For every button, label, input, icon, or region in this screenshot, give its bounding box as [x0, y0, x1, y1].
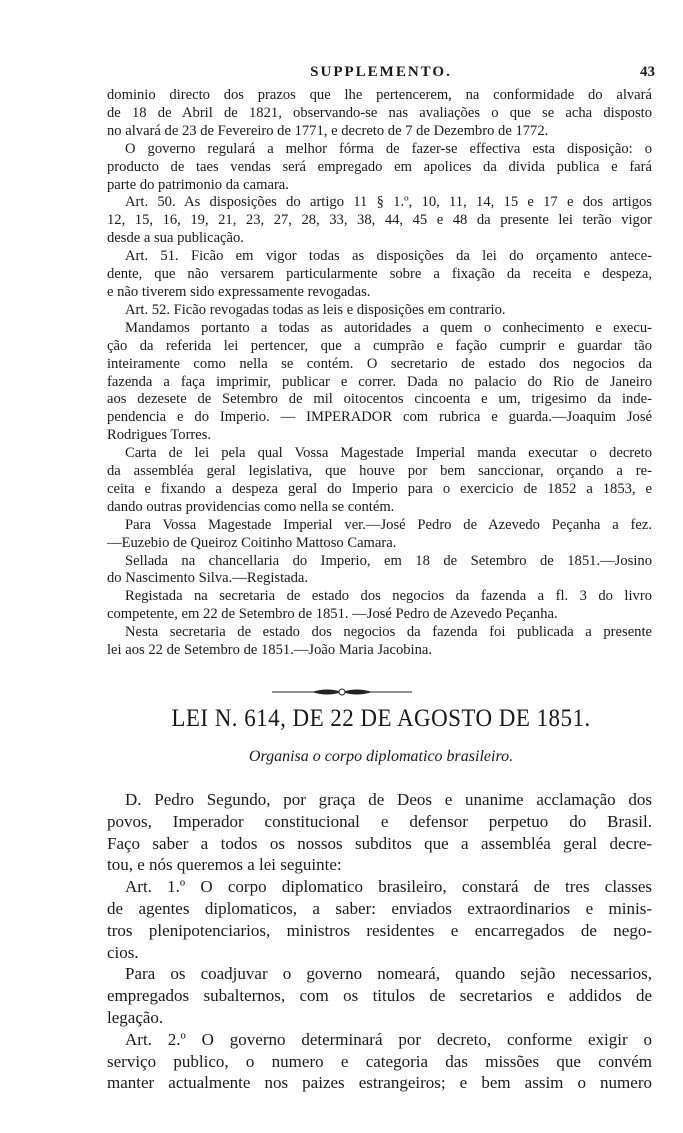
text-line: lei aos 22 de Setembro de 1851.—João Maria Jacobina. — [107, 642, 433, 659]
text-line: Art. 50. As disposições do artigo 11 § 1.º, 10, 11, 14, 15 e 17 e dos artigos — [125, 194, 652, 211]
ornament-icon — [272, 687, 412, 697]
text-line: povos, Imperador constitucional e defensor perpetuo do Brasil. — [107, 811, 652, 831]
law-title: LEI N. 614, DE 22 DE AGOSTO DE 1851. — [171, 705, 591, 732]
text-line: parte do patrimonio da camara. — [107, 176, 289, 193]
text-line: competente, em 22 de Setembro de 1851. —José Pedro de Azevedo Peçanha. — [107, 606, 558, 623]
page-header — [107, 64, 655, 86]
text-line: Art. 2.º O governo determinará por decreto, conforme exigir o — [125, 1029, 652, 1049]
text-line: Registada na secretaria de estado dos negocios da fazenda a fl. 3 do livro — [125, 588, 652, 605]
text-line: de 18 de Abril de 1821, observando-se nas avaliações o que se acha disposto — [107, 104, 652, 121]
page-number: 43 — [640, 64, 655, 80]
previous-law-text — [107, 87, 652, 660]
text-line: fazenda a faça imprimir, publicar e correr. Dada no palacio do Rio de Janeiro — [107, 373, 652, 390]
text-line: D. Pedro Segundo, por graça de Deos e unanime acclamação dos — [125, 790, 652, 809]
ornamental-divider — [0, 684, 683, 702]
text-line: —Euzebio de Queiroz Coitinho Mattoso Camara. — [107, 534, 397, 551]
text-line: Para os coadjuvar o governo nomeará, quando sejão necessarios, — [125, 964, 652, 984]
text-line: inteiramente como nella se contém. O secretario de estado dos negocios da — [107, 355, 652, 372]
text-line: legação. — [107, 1007, 164, 1027]
text-line: pendencia e do Imperio. — IMPERADOR com rubrica e guarda.—Joaquim José — [107, 409, 652, 426]
text-line: Art. 1.º O corpo diplomatico brasileiro, constará de tres classes — [125, 877, 652, 897]
text-line: Art. 51. Ficão em vigor todas as disposições da lei do orçamento antece- — [125, 248, 652, 265]
text-line: producto de taes vendas será empregado em apolices da divida publica e fará — [107, 158, 652, 175]
text-line: dando outras providencias como nella se contém. — [107, 498, 395, 515]
text-line: do Nascimento Silva.—Registada. — [107, 570, 309, 587]
text-line: de agentes diplomaticos, a saber: enviados extraordinarios e minis- — [107, 898, 652, 918]
text-line: dente, que não versarem particularmente sobre a fixação da receita e despeza, — [107, 266, 652, 283]
text-line: da assembléa geral legislativa, que houve por bem sanccionar, orçando a re- — [107, 463, 652, 480]
text-line: ção da referida lei pertencer, que a cumprão e fação cumprir e guardar tão — [107, 337, 652, 354]
law-614-text — [107, 789, 652, 1094]
text-line: desde a sua publicação. — [107, 230, 244, 247]
text-line: dominio directo dos prazos que lhe pertencerem, na conformidade do alvará — [107, 87, 652, 103]
text-line: Mandamos portanto a todas as autoridades a quem o conhecimento e execu- — [125, 319, 652, 336]
text-line: no alvará de 23 de Fevereiro de 1771, e decreto de 7 de Dezembro de 1772. — [107, 122, 549, 139]
text-line: tou, e nós queremos a lei seguinte: — [107, 855, 342, 875]
text-line: Sellada na chancellaria do Imperio, em 18 de Setembro de 1851.—Josino — [125, 552, 652, 569]
text-line: Nesta secretaria de estado dos negocios da fazenda foi publicada a presente — [125, 624, 652, 641]
text-line: Carta de lei pela qual Vossa Magestade Imperial manda executar o decreto — [125, 445, 652, 462]
text-line: manter actualmente nos paizes estrangeiros; e bem assim o numero — [107, 1073, 652, 1093]
text-line: e não tiverem sido expressamente revogadas. — [107, 283, 371, 300]
text-line: aos dezesete de Setembro de mil oitocentos cincoenta e um, trigesimo da inde- — [107, 391, 652, 408]
text-line: O governo regulará a melhor fórma de fazer-se effectiva esta disposição: o — [125, 140, 652, 157]
text-line: Para Vossa Magestade Imperial ver.—José Pedro de Azevedo Peçanha a fez. — [125, 516, 652, 533]
text-line: serviço publico, o numero e categoria das missões que convém — [107, 1051, 652, 1071]
law-subtitle: Organisa o corpo diplomatico brasileiro. — [248, 748, 514, 765]
text-line: empregados subalternos, com os titulos de secretarios e addidos de — [107, 986, 652, 1006]
running-title: SUPPLEMENTO. — [310, 64, 452, 80]
text-line: Art. 52. Ficão revogadas todas as leis e disposições em contrario. — [125, 301, 506, 318]
text-line: ceita e fixando a despeza geral do Imperio para o exercicio de 1852 a 1853, e — [107, 480, 652, 497]
text-line: 12, 15, 16, 19, 21, 23, 27, 28, 33, 38, 44, 45 e 48 da presente lei terão vigor — [107, 212, 652, 229]
text-line: cios. — [107, 942, 139, 962]
text-line: tros plenipotenciarios, ministros residentes e encarregados de nego- — [107, 920, 652, 940]
text-line: Faço saber a todos os nossos subditos que a assembléa geral decre- — [107, 833, 652, 853]
text-line: Rodrigues Torres. — [107, 427, 212, 444]
